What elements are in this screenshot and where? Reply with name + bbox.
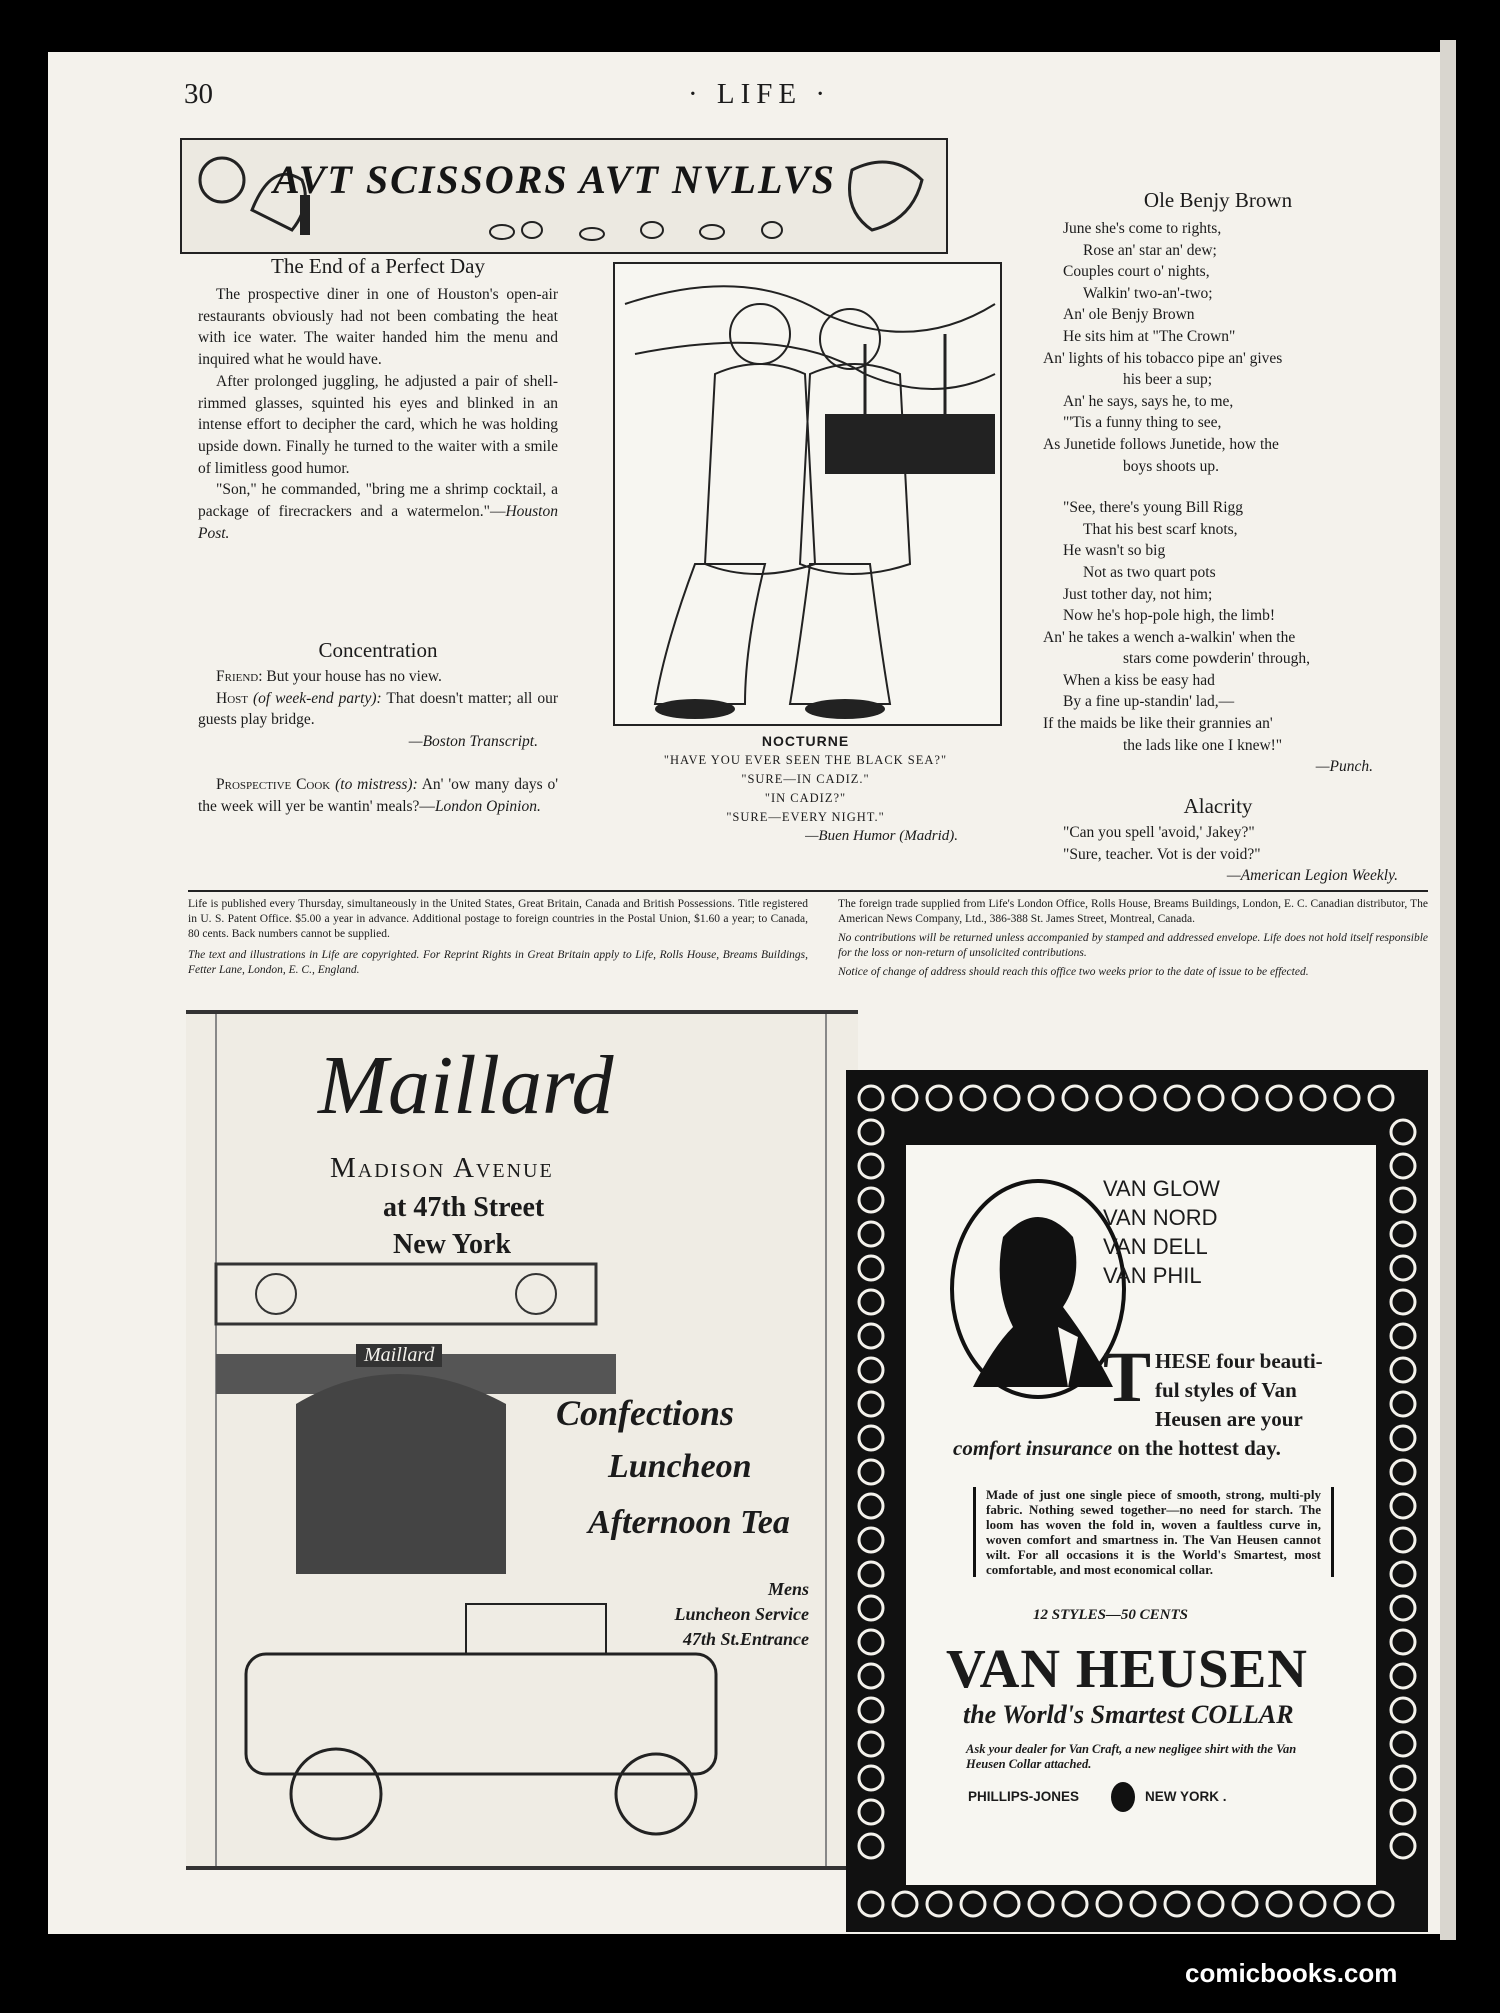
dialogue-text: But your house has no view. (262, 668, 442, 685)
border-ornament (995, 1086, 1019, 1110)
poem-line: Now he's hop-pole high, the limb! (1063, 607, 1276, 625)
border-ornament (859, 1892, 883, 1916)
border-ornament (961, 1086, 985, 1110)
collar-styles-list (1103, 1174, 1220, 1290)
maillard-offer: Confections (556, 1393, 735, 1433)
border-ornament (859, 1698, 883, 1722)
caption-line: "HAVE YOU EVER SEEN THE BLACK SEA?" (663, 753, 948, 767)
border-ornament (961, 1892, 985, 1916)
border-ornament (1391, 1562, 1415, 1586)
intro-text: on the hottest day. (1112, 1436, 1281, 1460)
collar-style: VAN DELL (1103, 1234, 1208, 1259)
dialogue-line (198, 688, 558, 731)
poem-line: Walkin' two-an'-two; (1083, 284, 1213, 302)
border-ornament (1267, 1892, 1291, 1916)
nocturne-cartoon (613, 262, 1002, 726)
border-ornament (1391, 1766, 1415, 1790)
border-ornament (1335, 1086, 1359, 1110)
magazine-title: · LIFE · (688, 78, 832, 110)
maker-logo-icon (1111, 1782, 1135, 1812)
speaker-label: Friend: (216, 668, 263, 685)
maillard-offer: Afternoon Tea (588, 1504, 790, 1541)
dialogue-line: "Can you spell 'avoid,' Jakey?" (1063, 824, 1255, 841)
collar-style: VAN NORD (1103, 1205, 1218, 1230)
border-ornament (1063, 1892, 1087, 1916)
border-ornament (859, 1494, 883, 1518)
caption-line: "SURE—IN CADIZ." (741, 772, 870, 786)
border-ornament (859, 1392, 883, 1416)
drop-cap: T (1103, 1337, 1152, 1417)
notice-paragraph: Notice of change of address should reach this office two weeks prior to the date of issue to be effected. (838, 966, 1309, 978)
maker-city: NEW YORK . (1145, 1789, 1227, 1804)
border-ornament (1391, 1392, 1415, 1416)
poem-line: By a fine up-standin' lad,— (1063, 693, 1235, 711)
poem-line: An' he says, says he, to me, (1063, 392, 1234, 410)
border-ornament (1391, 1732, 1415, 1756)
notice-paragraph: No contributions will be returned unless accompanied by stamped and addressed envelope. Life does not hold itself responsible for the loss or non-return of unsolicited contributions. (838, 932, 1428, 959)
page-spine (1440, 40, 1456, 1940)
dialogue-line: "Sure, teacher. Vot is der void?" (1063, 845, 1261, 863)
border-ornament (1391, 1528, 1415, 1552)
intro-text: HESE four beauti-ful styles of Van Heusen are your (1155, 1349, 1323, 1431)
border-ornament (1301, 1892, 1325, 1916)
caption-line: "IN CADIZ?" (764, 791, 847, 805)
poem-line: He wasn't so big (1063, 542, 1166, 560)
border-ornament (1391, 1460, 1415, 1484)
dialogue-line (198, 774, 558, 817)
poem-line: "See, there's young Bill Rigg (1063, 499, 1244, 517)
border-ornament (1063, 1086, 1087, 1110)
article-body-cook (198, 774, 558, 817)
storefront-illustration (186, 1014, 858, 1866)
source-citation: —Punch. (1315, 758, 1373, 776)
border-ornament (1391, 1698, 1415, 1722)
poem-line: Couples court o' nights, (1063, 263, 1210, 281)
poem-line: "'Tis a funny thing to see, (1063, 414, 1222, 432)
border-ornament (1199, 1086, 1223, 1110)
poem-line: He sits him at "The Crown" (1063, 327, 1236, 345)
poem-line: An' he takes a wench a-walkin' when the (1043, 628, 1296, 646)
border-ornament (1391, 1358, 1415, 1382)
service-line: Mens (767, 1579, 809, 1599)
poem-line: Not as two quart pots (1083, 563, 1216, 581)
border-ornament (859, 1528, 883, 1552)
article-body-concentration (198, 666, 558, 753)
border-ornament (1391, 1324, 1415, 1348)
border-ornament (893, 1086, 917, 1110)
source-citation: Houston Post. (198, 503, 558, 542)
border-ornament (859, 1630, 883, 1654)
dialogue-text: That doesn't matter; all our guests play bridge. (198, 689, 558, 729)
border-ornament (1391, 1222, 1415, 1246)
speaker-label: Host (216, 689, 248, 707)
storefront-sign: Maillard (356, 1344, 442, 1367)
border-ornament (1391, 1596, 1415, 1620)
border-ornament (927, 1892, 951, 1916)
border-ornament (927, 1086, 951, 1110)
border-ornament (859, 1256, 883, 1280)
border-ornament (859, 1188, 883, 1212)
van-heusen-body: Made of just one single piece of smooth, strong, multi-ply fabric. Nothing sewed together—no need for starch. The loom has woven the fold in, woven a faultless curve in, woven comfort and smartness in. The Van Heusen cannot wilt. For all occasions it is the World's Smartest, most comfortable, and most economical collar. (973, 1487, 1334, 1577)
paragraph: After prolonged juggling, he adjusted a pair of shell-rimmed glasses, squinted his eyes and blinked in an intense effort to decipher the card, which he was holding upside down. Finally he turned to the waiter with a smile of limitless good humor. (198, 372, 558, 477)
site-watermark: comicbooks.com (1185, 1958, 1398, 1988)
border-ornament (1391, 1120, 1415, 1144)
page-number: 30 (184, 78, 213, 110)
article-title-concentration: Concentration (318, 638, 438, 662)
border-ornament (995, 1892, 1019, 1916)
van-heusen-brand: VAN HEUSEN (946, 1638, 1308, 1699)
stage-direction: (of week-end party): (247, 689, 382, 707)
border-ornament (859, 1154, 883, 1178)
van-heusen-tagline: the World's Smartest COLLAR (963, 1700, 1294, 1729)
border-ornament (1029, 1892, 1053, 1916)
dialogue-line (198, 666, 558, 688)
border-ornament (859, 1596, 883, 1620)
collar-style: VAN GLOW (1103, 1176, 1220, 1201)
border-ornament (859, 1222, 883, 1246)
border-ornament (1029, 1086, 1053, 1110)
border-ornament (1267, 1086, 1291, 1110)
source-citation: —American Legion Weekly. (1226, 867, 1398, 885)
poem-benjy (1043, 218, 1403, 778)
maillard-address-line: New York (393, 1229, 511, 1260)
maillard-offer: Luncheon (608, 1448, 752, 1485)
border-ornament (1335, 1892, 1359, 1916)
border-ornament (1391, 1800, 1415, 1824)
publication-notice-right (838, 897, 1428, 980)
border-ornament (1391, 1426, 1415, 1450)
stage-direction: (to mistress): (330, 776, 418, 793)
intro-emphasis: comfort insurance (953, 1436, 1113, 1460)
service-line: Luncheon Service (674, 1604, 809, 1624)
border-ornament (1131, 1892, 1155, 1916)
stanza-gap (1043, 477, 1403, 497)
magazine-page (48, 52, 1448, 1934)
border-ornament (1391, 1188, 1415, 1212)
border-ornament (859, 1426, 883, 1450)
border-ornament (859, 1766, 883, 1790)
border-ornament (1369, 1892, 1393, 1916)
border-ornament (859, 1290, 883, 1314)
border-ornament (1391, 1154, 1415, 1178)
article-title-perfect-day: The End of a Perfect Day (271, 254, 485, 278)
speaker-label: Prospective Cook (216, 776, 331, 793)
border-ornament (859, 1086, 883, 1110)
sailors-illustration (615, 264, 1000, 724)
paragraph: The prospective diner in one of Houston's open-air restaurants obviously had not been combating the heat with ice water. The waiter handed him the menu and inquired what he would have. (198, 286, 558, 369)
poem-line: As Junetide follows Junetide, how the (1043, 435, 1279, 453)
border-ornament (859, 1358, 883, 1382)
border-ornament (1391, 1494, 1415, 1518)
notice-paragraph: The text and illustrations in Life are copyrighted. For Reprint Rights in Great Britain apply to Life, Rolls House, Breams Buildings, Fetter Lane, London, E. C., England. (188, 949, 808, 976)
border-ornament (1165, 1086, 1189, 1110)
poem-line: the lads like one I knew!" (1123, 736, 1283, 754)
van-heusen-dealer-note: Ask your dealer for Van Craft, a new negligee shirt with the Van Heusen Collar attached. (966, 1742, 1297, 1771)
border-ornament (859, 1562, 883, 1586)
border-ornament (1097, 1892, 1121, 1916)
cartoon-caption (613, 732, 998, 846)
border-ornament (859, 1460, 883, 1484)
border-ornament (1131, 1086, 1155, 1110)
collar-style: VAN PHIL (1103, 1263, 1202, 1288)
poem-line: stars come powderin' through, (1123, 650, 1311, 668)
border-ornament (1391, 1256, 1415, 1280)
maillard-advertisement (186, 1010, 858, 1870)
paragraph (198, 479, 558, 544)
poem-line: If the maids be like their grannies an' (1043, 715, 1273, 733)
border-ornament (1233, 1086, 1257, 1110)
publication-notice-left (188, 897, 808, 978)
poem-title-benjy: Ole Benjy Brown (1143, 188, 1293, 212)
service-line: 47th St.Entrance (682, 1629, 809, 1649)
border-ornament (1391, 1630, 1415, 1654)
van-heusen-price: 12 STYLES—50 CENTS (1033, 1607, 1189, 1623)
border-ornament (893, 1892, 917, 1916)
poem-line: An' ole Benjy Brown (1063, 306, 1195, 324)
source-citation: —Buen Humor (Madrid). (805, 828, 958, 844)
border-ornament (1199, 1892, 1223, 1916)
poem-line: That his best scarf knots, (1083, 520, 1238, 538)
poem-line: Just tother day, not him; (1063, 585, 1213, 603)
poem-line: When a kiss be easy had (1063, 671, 1215, 689)
poem-line: June she's come to rights, (1063, 220, 1222, 237)
poem-line: his beer a sup; (1123, 371, 1213, 389)
border-ornament (859, 1664, 883, 1688)
border-ornament (859, 1120, 883, 1144)
maillard-address-line: Madison Avenue (330, 1152, 554, 1184)
divider (188, 890, 1428, 892)
caption-title: NOCTURNE (761, 733, 850, 749)
border-ornament (1369, 1086, 1393, 1110)
source-citation: London Opinion. (434, 797, 541, 815)
caption-line: "SURE—EVERY NIGHT." (726, 810, 885, 824)
border-ornament (1301, 1086, 1325, 1110)
border-ornament (1165, 1892, 1189, 1916)
border-ornament (859, 1834, 883, 1858)
border-ornament (1391, 1664, 1415, 1688)
notice-paragraph: Life is published every Thursday, simultaneously in the United States, Great Britain, Canada and British Possessions. Title registered in U. S. Patent Office. $5.00 a year in advance. Additional postage to foreign countries in the Postal Union, $1.60 a year; to Canada, 80 cents. Back numbers cannot be supplied. (188, 898, 808, 940)
border-ornament (859, 1324, 883, 1348)
maillard-address-line: at 47th Street (383, 1192, 545, 1223)
poem-line: boys shoots up. (1123, 457, 1220, 475)
article-body-perfect-day (198, 284, 558, 544)
border-ornament (1097, 1086, 1121, 1110)
border-ornament (1391, 1290, 1415, 1314)
article-title-alacrity: Alacrity (1183, 794, 1253, 818)
maillard-service (644, 1577, 809, 1652)
border-ornament (859, 1800, 883, 1824)
dialogue-text: An' 'ow many days o' the week will yer be wantin' meals?— (198, 776, 558, 815)
quote-text: "Son," he commanded, "bring me a shrimp cocktail, a package of firecrackers and a watermelon."— (198, 481, 558, 521)
banner-title: AVT SCISSORS AVT NVLLVS (273, 157, 836, 202)
van-heusen-intro (953, 1337, 1328, 1463)
poem-line: Rose an' star an' dew; (1083, 241, 1217, 259)
poem-line: An' lights of his tobacco pipe an' gives (1043, 349, 1283, 367)
border-ornament (1391, 1834, 1415, 1858)
maker-name: PHILLIPS-JONES (968, 1789, 1080, 1804)
border-ornament (859, 1732, 883, 1756)
source-citation: —Boston Transcript. (408, 733, 538, 751)
border-ornament (1233, 1892, 1257, 1916)
article-body-alacrity (1063, 822, 1398, 887)
maillard-logo: Maillard (318, 1039, 614, 1132)
notice-paragraph: The foreign trade supplied from Life's London Office, Rolls House, Breams Buildings, London, E. C. Canadian distributor, The American News Company, Ltd., 386-388 St. James Street, Montreal, Canada. (838, 898, 1428, 925)
